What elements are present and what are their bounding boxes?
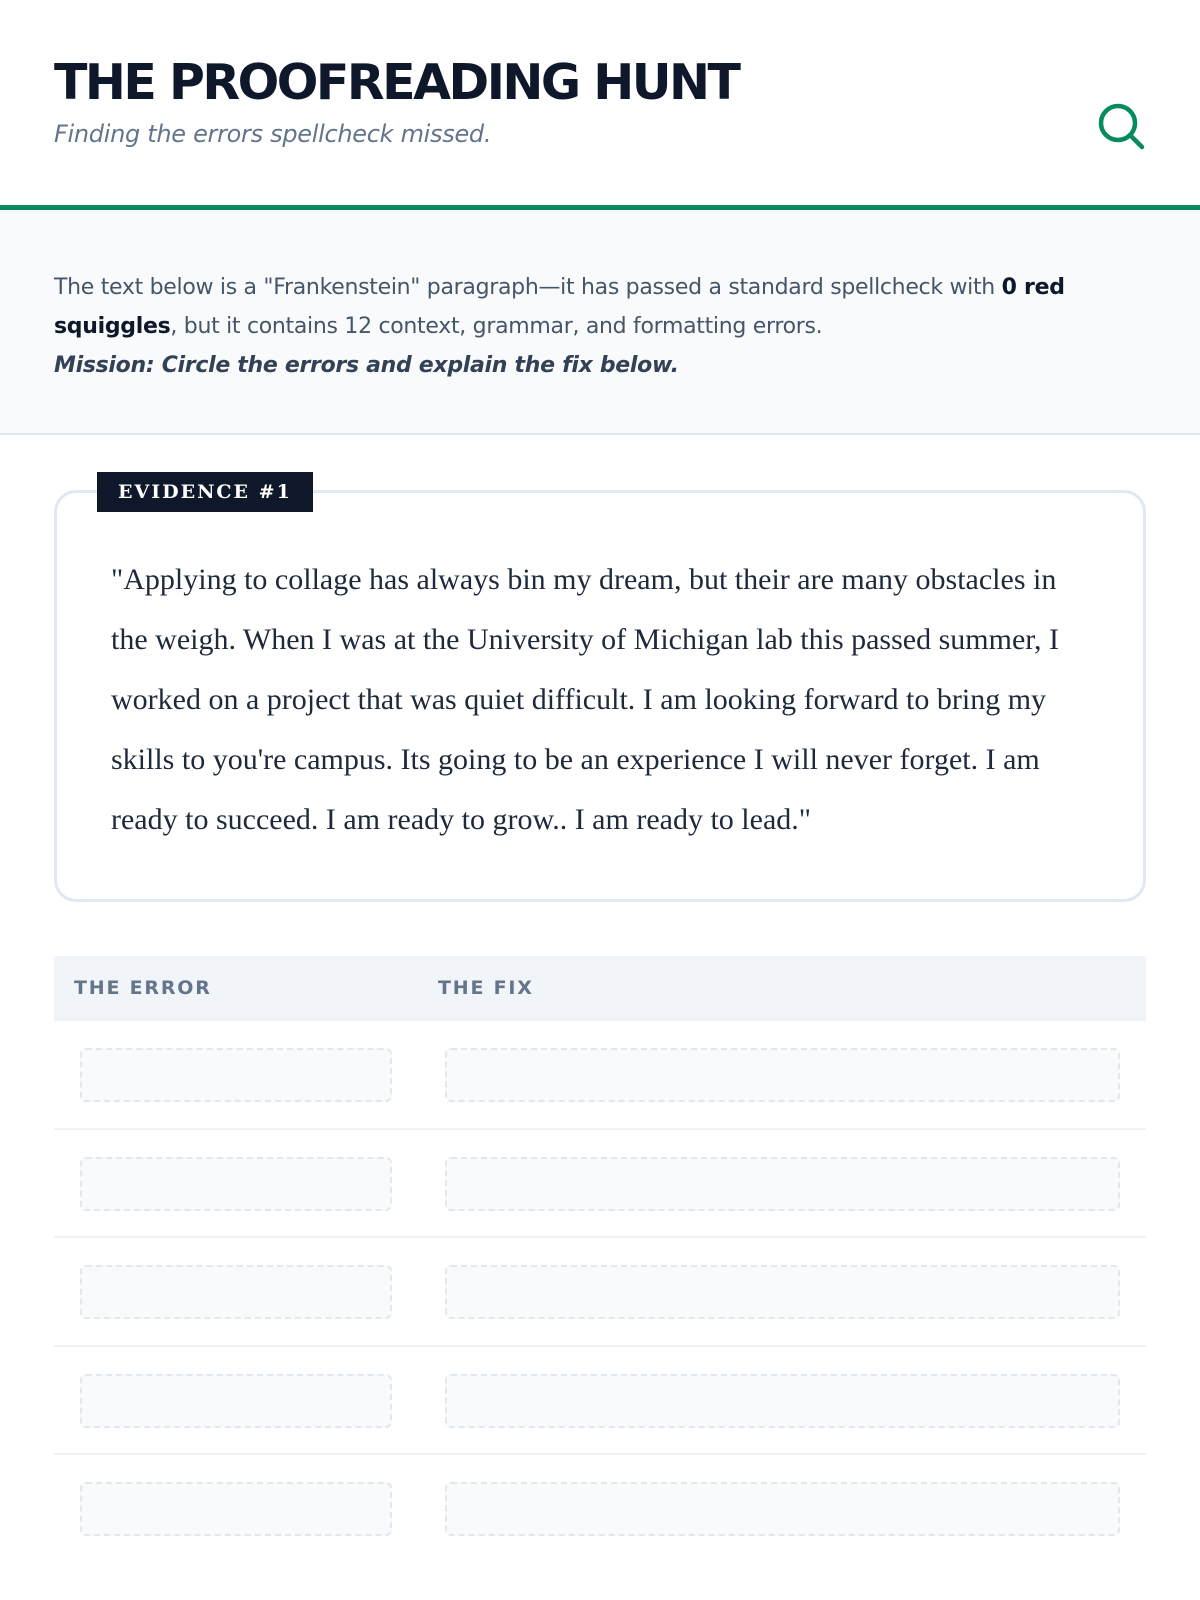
evidence-paragraph: "Applying to collage has always bin my dream, but their are many obstacles in the weigh. When I was at the University of Michigan lab this passed summer, I worked on a project that was quiet difficult. I am looking forward to bring my skills to you're campus. Its going to be an experience I will never forget. I am ready to succeed. I am ready to grow.. I am ready to lead." xyxy=(111,563,1060,836)
column-header-error: THE ERROR xyxy=(74,977,212,999)
page-header xyxy=(0,0,1200,210)
error-input[interactable] xyxy=(80,1157,392,1211)
intro-paragraph xyxy=(54,268,1146,385)
intro-text-after: , but it contains 12 context, grammar, and formatting errors. xyxy=(170,314,823,339)
table-row xyxy=(54,1238,1146,1347)
page-title: THE PROOFREADING HUNT xyxy=(54,54,739,111)
error-input[interactable] xyxy=(80,1374,392,1428)
intro-bold-text: 0 red squiggles xyxy=(54,275,1065,339)
fix-input[interactable] xyxy=(445,1265,1120,1319)
evidence-tag: EVIDENCE #1 xyxy=(97,472,313,512)
table-row xyxy=(54,1347,1146,1456)
error-input[interactable] xyxy=(80,1265,392,1319)
table-row xyxy=(54,1130,1146,1239)
mission-text: Mission: Circle the errors and explain the fix below. xyxy=(54,353,679,378)
fix-input[interactable] xyxy=(445,1374,1120,1428)
evidence-box xyxy=(54,490,1146,902)
intro-text-before: The text below is a "Frankenstein" paragraph—it has passed a standard spellcheck with xyxy=(54,275,1002,300)
fix-input[interactable] xyxy=(445,1157,1120,1211)
fix-input[interactable] xyxy=(445,1482,1120,1536)
table-header xyxy=(54,956,1146,1021)
table-row xyxy=(54,1455,1146,1564)
error-input[interactable] xyxy=(80,1482,392,1536)
fix-input[interactable] xyxy=(445,1048,1120,1102)
column-header-fix: THE FIX xyxy=(438,977,534,999)
error-fix-table xyxy=(54,956,1146,1564)
search-icon[interactable] xyxy=(1096,101,1146,151)
table-row xyxy=(54,1021,1146,1130)
error-input[interactable] xyxy=(80,1048,392,1102)
page-subtitle: Finding the errors spellcheck missed. xyxy=(54,119,492,148)
intro-section xyxy=(0,210,1200,435)
